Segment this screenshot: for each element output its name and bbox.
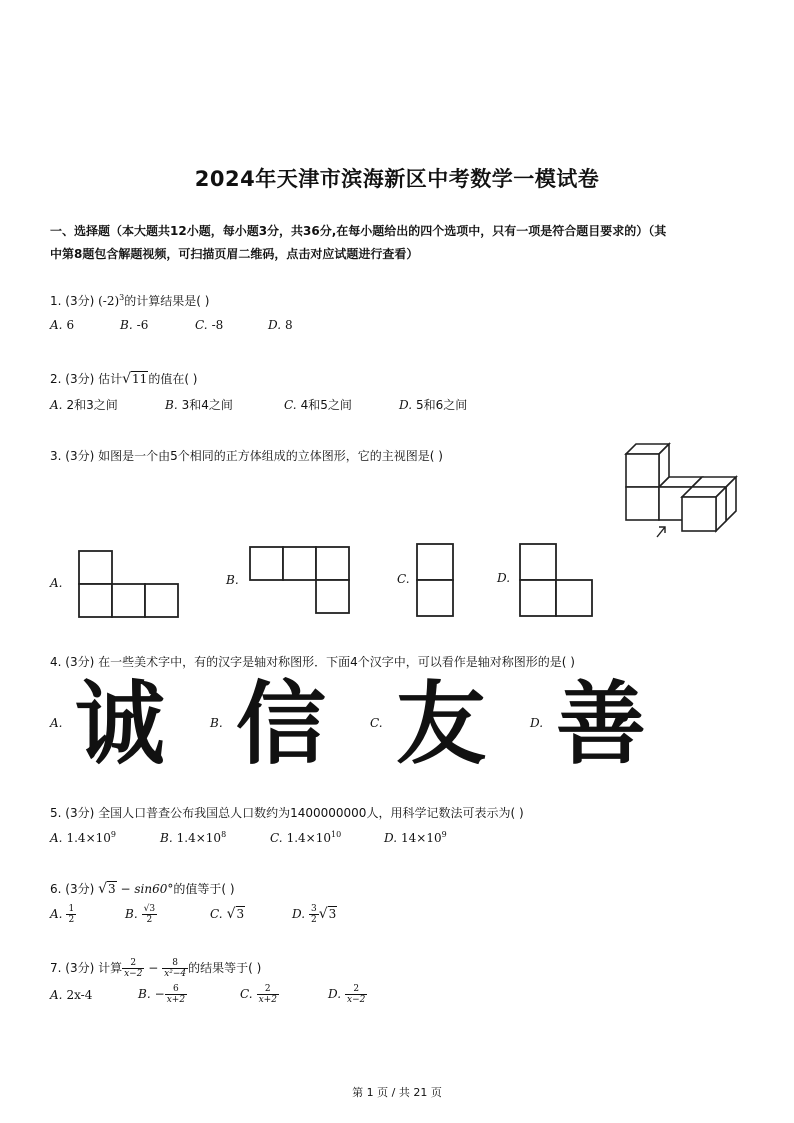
- question-text-post: 的值在( ): [148, 372, 198, 386]
- question-6: 6. (3分) √3 − sin60°的值等于( ): [50, 881, 235, 897]
- question-number: 6. (3分): [50, 882, 95, 896]
- question-5: [50, 804, 524, 821]
- q6-option-a: A. $\frac{1}{2}$: [50, 904, 75, 925]
- fraction-1: $\frac{2}{x-2}$: [124, 958, 143, 979]
- q5-option-d: D. $14\times 10^9$: [384, 830, 447, 845]
- q1-option-c: C. -8: [195, 318, 224, 332]
- page-footer: 第 1 页 / 共 21 页: [352, 1086, 442, 1099]
- question-text-post: 的值等于( ): [173, 882, 235, 896]
- q3-option-a-figure: [78, 550, 180, 618]
- q2-option-d: D. 5和6之间: [399, 398, 468, 412]
- question-text: 的计算结果是( ): [124, 294, 210, 308]
- question-text: 全国人口普查公布我国总人口数约为1400000000人，用科学记数法可表示为( ): [98, 806, 524, 820]
- page-title: 2024年天津市滨海新区中考数学一模试卷: [194, 167, 600, 191]
- trig-expression: − sin60°: [120, 882, 174, 896]
- q3-option-d-figure: [519, 543, 593, 617]
- section-heading: [50, 220, 666, 266]
- question-3: [50, 447, 443, 464]
- q4-option-d-character: 善: [556, 672, 646, 777]
- question-text: 在一些美术字中，有的汉字是轴对称图形．下面4个汉字中，可以看作是轴对称图形的是( ): [98, 655, 575, 669]
- q1-option-d: D. 8: [268, 318, 293, 332]
- question-text-pre: 计算: [98, 961, 123, 975]
- radical-expression: 3: [108, 882, 116, 896]
- cube-solid-figure: [620, 440, 745, 540]
- q1-option-a: A. 6: [50, 318, 75, 332]
- q2-option-a: A. 2和3之间: [50, 398, 118, 412]
- q4-option-a-character: 诚: [75, 672, 165, 777]
- question-number: 1. (3分): [50, 294, 95, 308]
- q6-option-c: C. √3: [210, 906, 245, 922]
- question-7: 7. (3分) 计算 $\frac{2}{x-2}$ − $\frac{8}{\text{x²−4}}$ 的结果等于( ): [50, 958, 262, 979]
- q3-option-b-figure: [249, 546, 351, 614]
- q3-option-a: A.: [50, 576, 63, 590]
- q4-option-b-character: 信: [236, 672, 326, 777]
- view-direction-arrow: [657, 527, 665, 537]
- q7-option-d: D. $\frac{2}{x-2}$: [328, 984, 366, 1005]
- question-4: [50, 653, 575, 670]
- fraction-2: $\frac{8}{\text{x²−4}}$: [164, 958, 187, 979]
- question-number: 5. (3分): [50, 806, 95, 820]
- q3-option-c: C.: [397, 572, 410, 586]
- q6-option-b: B. $\frac{√3}{2}$: [125, 904, 156, 925]
- question-text-pre: 估计: [98, 372, 123, 386]
- question-1: [50, 292, 209, 309]
- q4-option-c-character: 友: [396, 672, 486, 777]
- question-number: 3. (3分): [50, 449, 95, 463]
- question-number: 7. (3分): [50, 961, 95, 975]
- q1-option-b: B. -6: [120, 318, 149, 332]
- question-2: 2. (3分) 估计√11的值在( ): [50, 371, 198, 387]
- q4-option-a-letter: A.: [50, 716, 63, 730]
- q3-option-c-figure: [416, 543, 454, 617]
- question-text: 如图是一个由5个相同的正方体组成的立体图形，它的主视图是( ): [98, 449, 443, 463]
- question-text-post: 的结果等于( ): [188, 961, 262, 975]
- question-number: 4. (3分): [50, 655, 95, 669]
- q4-option-c-letter: C.: [370, 716, 383, 730]
- q5-option-a: A. $1.4\times 10^9$: [50, 830, 116, 845]
- q2-option-b: B. 3和4之间: [165, 398, 233, 412]
- q4-option-d-letter: D.: [530, 716, 544, 730]
- section-line-2: 中第8题包含解题视频，可扫描页眉二维码，点击对应试题进行查看）: [50, 247, 419, 261]
- q2-option-c: C. 4和5之间: [284, 398, 352, 412]
- question-number: 2. (3分): [50, 372, 95, 386]
- q6-option-d: D. $\frac{3}{2}$ √3: [292, 904, 337, 925]
- q4-option-b-letter: B.: [210, 716, 223, 730]
- q5-option-c: C. $1.4\times 10^{10}$: [270, 830, 342, 845]
- q7-option-a: A. 2x-4: [50, 988, 93, 1002]
- q3-option-b: B.: [226, 573, 239, 587]
- question-expression: $(-2)^3$: [98, 293, 125, 308]
- q3-option-d: D.: [497, 571, 511, 585]
- q7-option-c: C. $\frac{2}{x+2}$: [240, 984, 277, 1005]
- q7-option-b: B. − $\frac{6}{x+2}$: [138, 984, 186, 1005]
- section-line-1: 一、选择题（本大题共12小题，每小题3分，共36分,在每小题给出的四个选项中，只有一项是符合题目要求的）（其: [50, 224, 667, 238]
- radical-expression: 11: [132, 372, 148, 386]
- q5-option-b: B. $1.4\times 10^8$: [160, 830, 227, 845]
